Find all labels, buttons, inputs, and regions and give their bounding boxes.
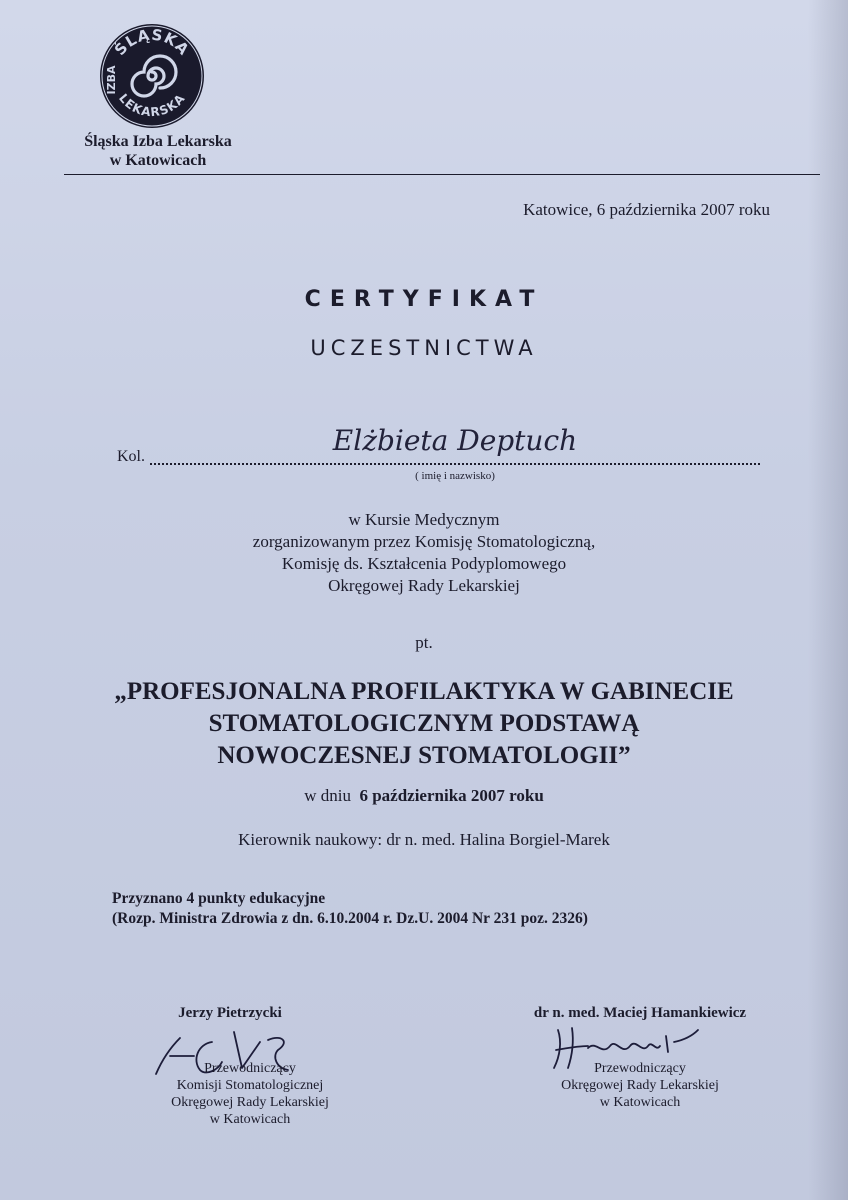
signatory-left-role-line1: Przewodniczący xyxy=(204,1061,296,1076)
recipient-name: Elżbieta Deptuch xyxy=(332,424,578,457)
certificate-subtitle: UCZESTNICTWA xyxy=(310,336,538,360)
course-line2: zorganizowanym przez Komisję Stomatologiczną, xyxy=(252,532,596,551)
place-date: Katowice, 6 października 2007 roku xyxy=(523,200,770,219)
course-title-line2: STOMATOLOGICZNYM PODSTAWĄ xyxy=(208,710,640,737)
course-title xyxy=(0,676,848,772)
signatory-left-name: Jerzy Pietrzycki xyxy=(178,1005,282,1021)
course-date-value: 6 października 2007 roku xyxy=(359,786,544,805)
organization-name-line1: Śląska Izba Lekarska xyxy=(84,133,232,150)
course-title-line1: „PROFESJONALNA PROFILAKTYKA W GABINECIE xyxy=(114,678,734,705)
signatory-left-role-line4: w Katowicach xyxy=(209,1112,291,1127)
header-divider xyxy=(64,174,820,175)
course-pt: pt. xyxy=(415,633,433,652)
recipient-dotted-line xyxy=(150,463,760,465)
recipient-label: Kol. xyxy=(117,448,145,465)
course-supervisor: Kierownik naukowy: dr n. med. Halina Borgiel-Marek xyxy=(238,830,610,849)
course-date xyxy=(0,786,848,806)
logo-text-middle: IZBA xyxy=(105,65,118,95)
course-date-prefix: w dniu xyxy=(304,786,351,805)
paper-shadow xyxy=(808,0,848,1200)
logo-text-bottom: LEKARSKA xyxy=(116,91,188,120)
chamber-logo-icon xyxy=(98,22,206,130)
recipient-caption: ( imię i nazwisko) xyxy=(415,470,495,482)
signatory-right-role-line2: Okręgowej Rady Lekarskiej xyxy=(561,1078,719,1093)
logo-text-top: ŚLĄSKA xyxy=(110,25,194,59)
education-points: Przyznano 4 punkty edukacyjne xyxy=(112,890,326,907)
certificate-title: CERTYFIKAT xyxy=(304,287,544,312)
course-title-line3: NOWOCZESNEJ STOMATOLOGII” xyxy=(217,742,631,769)
signatory-right-role-line3: w Katowicach xyxy=(599,1095,681,1110)
signatory-left-role-line3: Okręgowej Rady Lekarskiej xyxy=(171,1095,329,1110)
course-line4: Okręgowej Rady Lekarskiej xyxy=(328,576,520,595)
signatory-right-role-line1: Przewodniczący xyxy=(594,1061,686,1076)
education-regulation: (Rozp. Ministra Zdrowia z dn. 6.10.2004 r. Dz.U. 2004 Nr 231 poz. 2326) xyxy=(112,910,588,927)
signatory-right-name: dr n. med. Maciej Hamankiewicz xyxy=(533,1005,747,1021)
organization-name-line2: w Katowicach xyxy=(109,152,207,169)
course-line1: w Kursie Medycznym xyxy=(348,510,500,529)
course-line3: Komisję ds. Kształcenia Podyplomowego xyxy=(281,554,567,573)
signatory-left-role-line2: Komisji Stomatologicznej xyxy=(176,1078,324,1093)
